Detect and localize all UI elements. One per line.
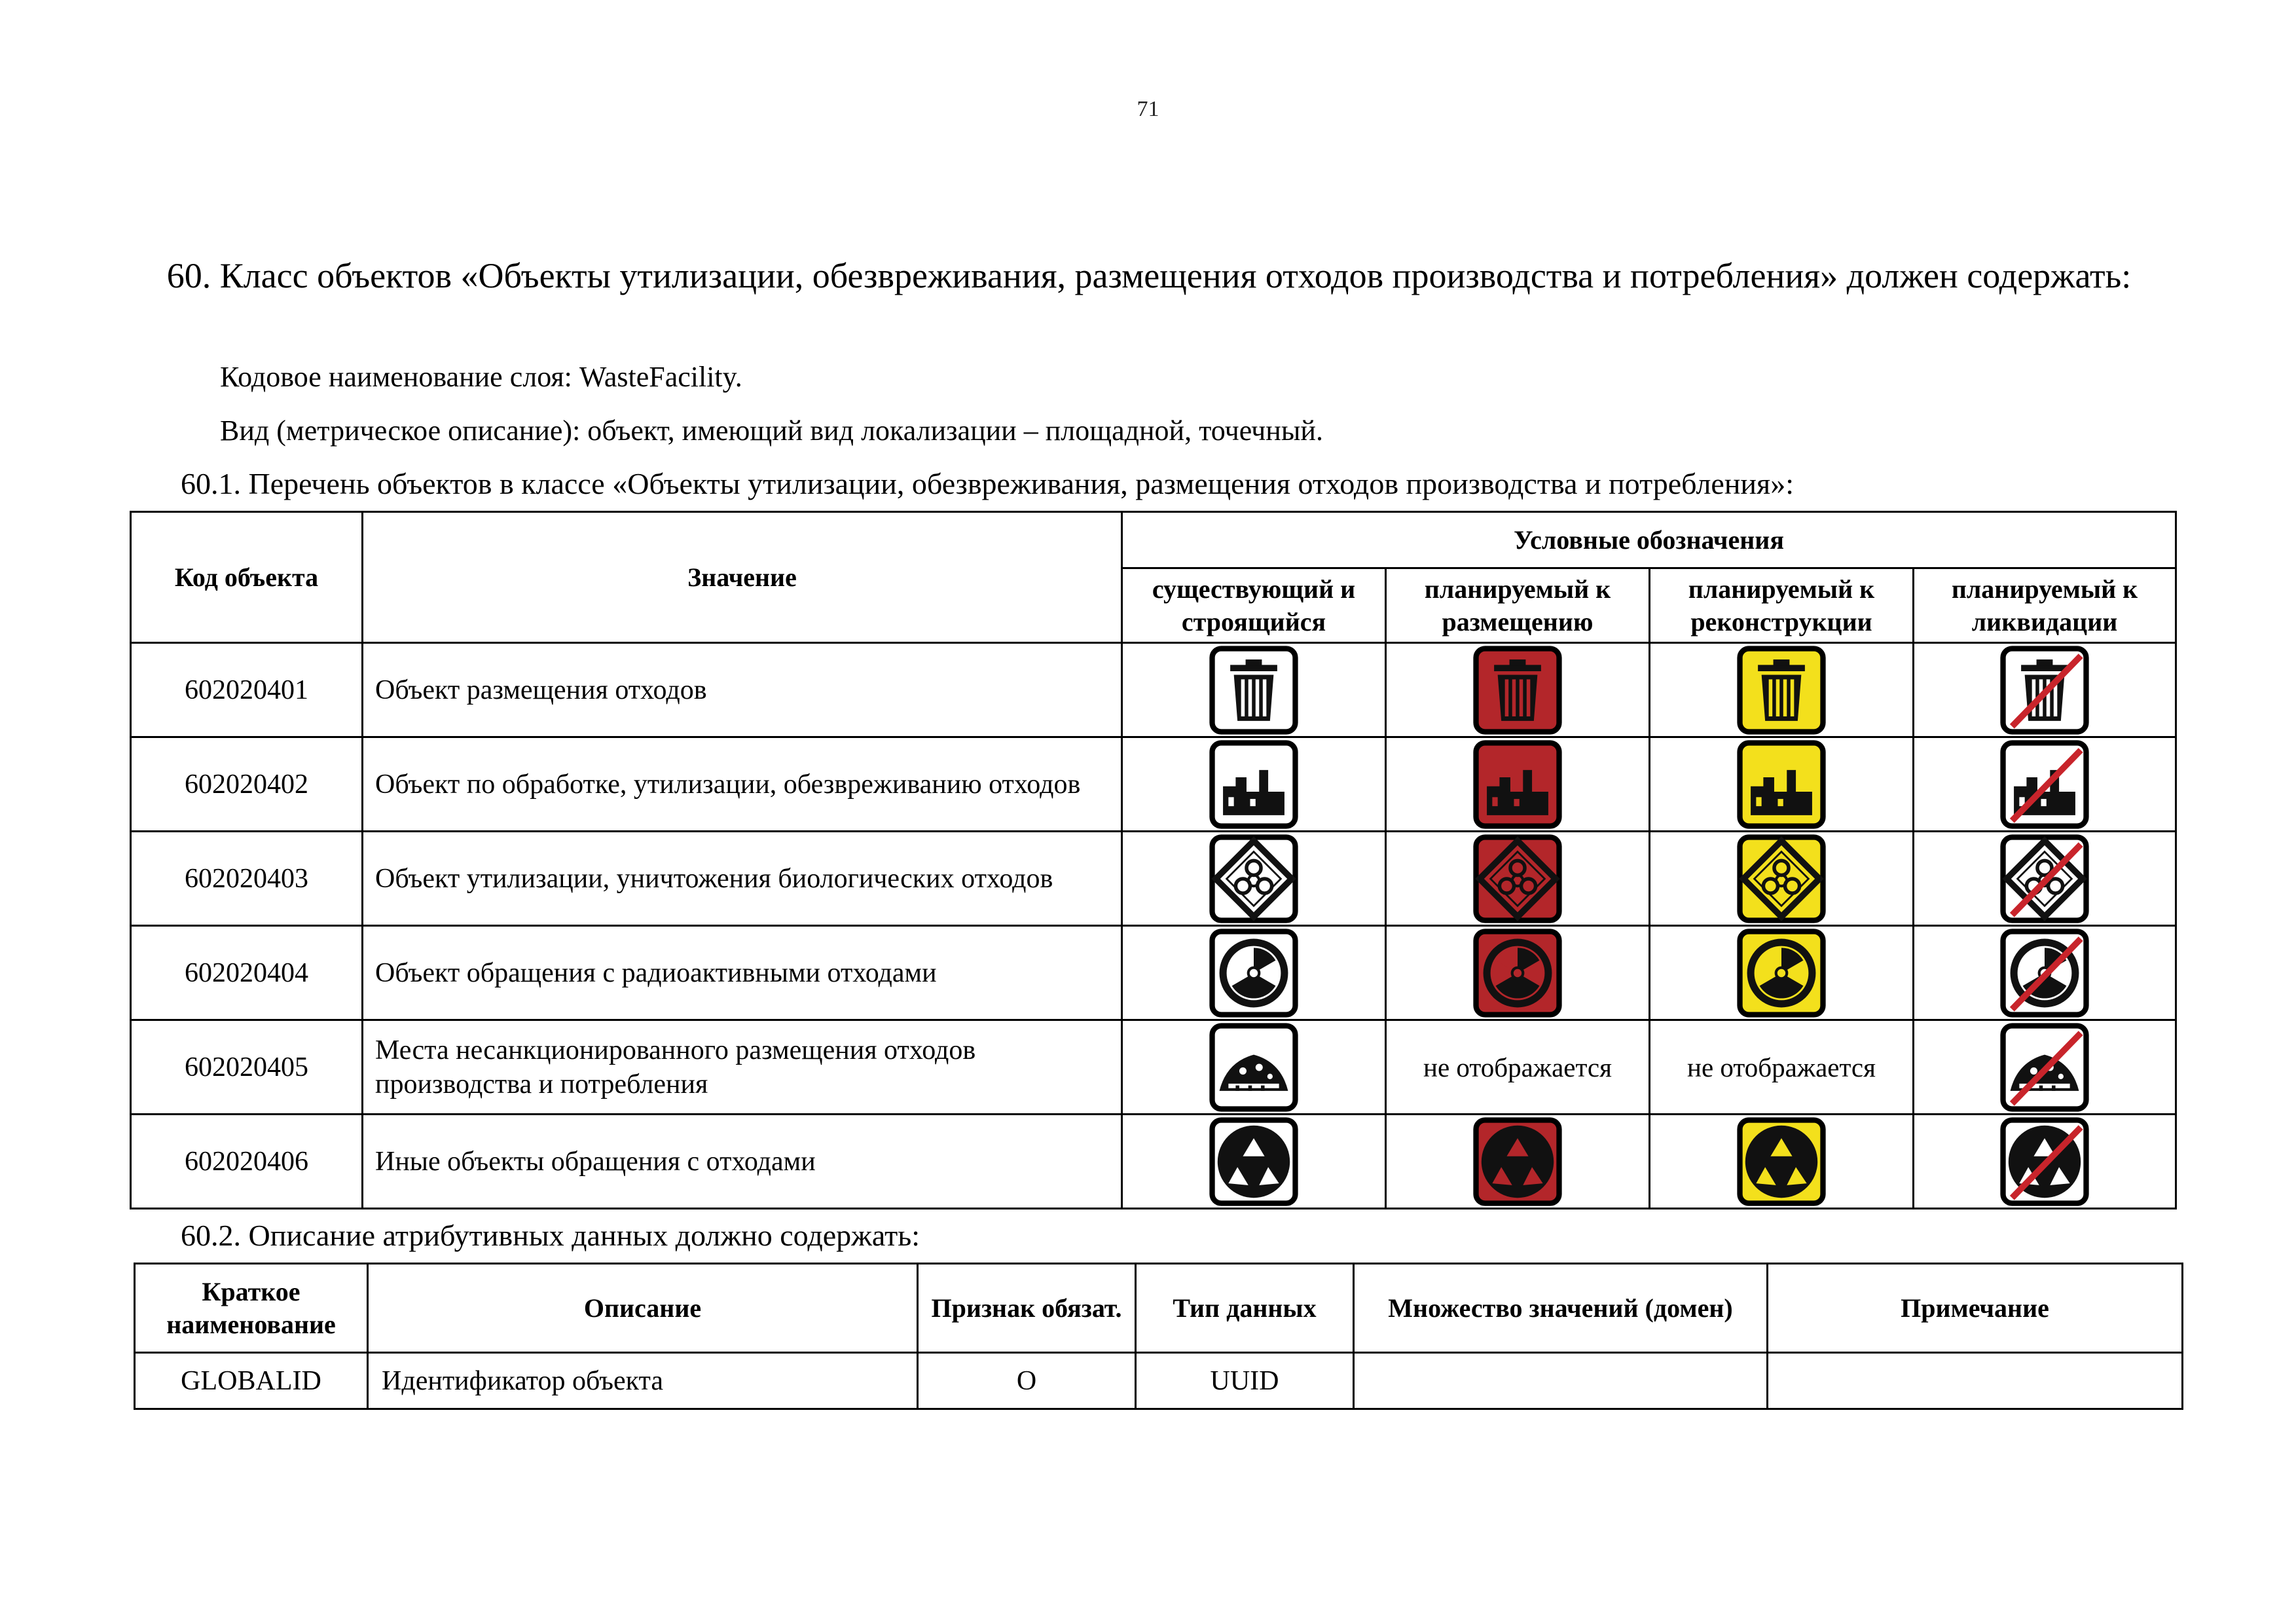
header-symbols: Условные обозначения <box>1122 512 2176 568</box>
object-value: Объект утилизации, уничтожения биологических отходов <box>363 832 1122 926</box>
trash-bin-planned-recon-icon <box>1736 645 1827 735</box>
attribute-domain <box>1354 1353 1768 1409</box>
factory-planned-liq-icon <box>1999 739 2090 830</box>
trash-bin-planned-place-icon <box>1472 645 1563 735</box>
symbol-cell-planned-recon: не отображается <box>1650 1020 1914 1115</box>
attributes-table-body <box>135 1353 2183 1409</box>
recycle-planned-liq-icon <box>1999 1116 2090 1207</box>
object-row <box>131 926 2176 1020</box>
symbol-cell-planned-place <box>1386 832 1650 926</box>
attribute-note <box>1768 1353 2183 1409</box>
symbol-cell-existing <box>1122 643 1386 737</box>
attribute-short-name: GLOBALID <box>135 1353 368 1409</box>
object-code: 602020402 <box>131 737 363 832</box>
biohazard-existing-icon <box>1209 834 1299 924</box>
symbol-cell-planned-recon <box>1650 737 1914 832</box>
header-existing: существующий и строящийся <box>1122 568 1386 643</box>
header-planned-reconstruction: планируемый к реконструкции <box>1650 568 1914 643</box>
header-value: Значение <box>363 512 1122 643</box>
attribute-heading: 60.2. Описание атрибутивных данных должно содержать: <box>181 1219 920 1252</box>
header-note: Примечание <box>1768 1264 2183 1353</box>
object-row <box>131 1020 2176 1115</box>
attribute-description: Идентификатор объекта <box>368 1353 918 1409</box>
header-required: Признак обязат. <box>918 1264 1136 1353</box>
object-row <box>131 737 2176 832</box>
header-short-name: Краткое наименование <box>135 1264 368 1353</box>
attribute-row <box>135 1353 2183 1409</box>
symbol-cell-existing <box>1122 926 1386 1020</box>
object-code: 602020403 <box>131 832 363 926</box>
factory-planned-place-icon <box>1472 739 1563 830</box>
biohazard-planned-recon-icon <box>1736 834 1827 924</box>
object-code: 602020401 <box>131 643 363 737</box>
attributes-table <box>134 1263 2183 1410</box>
radiation-existing-icon <box>1209 928 1299 1018</box>
attribute-required: О <box>918 1353 1136 1409</box>
symbol-cell-planned-place <box>1386 1115 1650 1209</box>
header-description: Описание <box>368 1264 918 1353</box>
symbol-cell-planned-recon <box>1650 832 1914 926</box>
object-code: 602020405 <box>131 1020 363 1115</box>
metric-description: Вид (метрическое описание): объект, имеющий вид локализации – площадной, точечный. <box>220 415 1323 447</box>
recycle-existing-icon <box>1209 1116 1299 1207</box>
symbol-cell-planned-recon <box>1650 1115 1914 1209</box>
symbol-cell-planned-liq <box>1914 1115 2176 1209</box>
waste-pile-existing-icon <box>1209 1022 1299 1113</box>
factory-existing-icon <box>1209 739 1299 830</box>
symbol-cell-planned-place <box>1386 926 1650 1020</box>
trash-bin-existing-icon <box>1209 645 1299 735</box>
object-code: 602020404 <box>131 926 363 1020</box>
objects-table-body <box>131 643 2176 1209</box>
header-domain: Множество значений (домен) <box>1354 1264 1768 1353</box>
header-data-type: Тип данных <box>1136 1264 1354 1353</box>
object-value: Места несанкционированного размещения отходов производства и потребления <box>363 1020 1122 1115</box>
recycle-planned-recon-icon <box>1736 1116 1827 1207</box>
radiation-planned-place-icon <box>1472 928 1563 1018</box>
radiation-planned-liq-icon <box>1999 928 2090 1018</box>
waste-pile-planned-liq-icon <box>1999 1022 2090 1113</box>
symbol-cell-planned-recon <box>1650 643 1914 737</box>
header-code: Код объекта <box>131 512 363 643</box>
attribute-data-type: UUID <box>1136 1353 1354 1409</box>
symbol-cell-planned-liq <box>1914 832 2176 926</box>
radiation-planned-recon-icon <box>1736 928 1827 1018</box>
symbol-cell-planned-liq <box>1914 737 2176 832</box>
trash-bin-planned-liq-icon <box>1999 645 2090 735</box>
object-value: Объект обращения с радиоактивными отходами <box>363 926 1122 1020</box>
object-row <box>131 1115 2176 1209</box>
objects-table <box>130 511 2177 1209</box>
symbol-cell-existing <box>1122 1020 1386 1115</box>
symbol-cell-planned-recon <box>1650 926 1914 1020</box>
layer-code-name: Кодовое наименование слоя: WasteFacility. <box>220 361 742 393</box>
object-row <box>131 643 2176 737</box>
object-code: 602020406 <box>131 1115 363 1209</box>
symbol-cell-planned-liq <box>1914 1020 2176 1115</box>
object-value: Объект размещения отходов <box>363 643 1122 737</box>
recycle-planned-place-icon <box>1472 1116 1563 1207</box>
biohazard-planned-liq-icon <box>1999 834 2090 924</box>
object-value: Объект по обработке, утилизации, обезвреживанию отходов <box>363 737 1122 832</box>
page-number: 71 <box>1137 97 1159 121</box>
section-title: 60. Класс объектов «Объекты утилизации, обезвреживания, размещения отходов производства и потребления» должен содержать: <box>166 256 2132 295</box>
symbol-cell-existing <box>1122 1115 1386 1209</box>
object-value: Иные объекты обращения с отходами <box>363 1115 1122 1209</box>
symbol-cell-planned-place <box>1386 643 1650 737</box>
symbol-cell-planned-liq <box>1914 926 2176 1020</box>
symbol-cell-planned-place: не отображается <box>1386 1020 1650 1115</box>
header-planned-liquidation: планируемый к ликвидации <box>1914 568 2176 643</box>
header-planned-placement: планируемый к размещению <box>1386 568 1650 643</box>
object-list-heading: 60.1. Перечень объектов в классе «Объекты утилизации, обезвреживания, размещения отходов производства и потребления»: <box>181 467 1794 500</box>
symbol-cell-existing <box>1122 832 1386 926</box>
symbol-cell-existing <box>1122 737 1386 832</box>
object-row <box>131 832 2176 926</box>
symbol-cell-planned-place <box>1386 737 1650 832</box>
symbol-cell-planned-liq <box>1914 643 2176 737</box>
biohazard-planned-place-icon <box>1472 834 1563 924</box>
factory-planned-recon-icon <box>1736 739 1827 830</box>
